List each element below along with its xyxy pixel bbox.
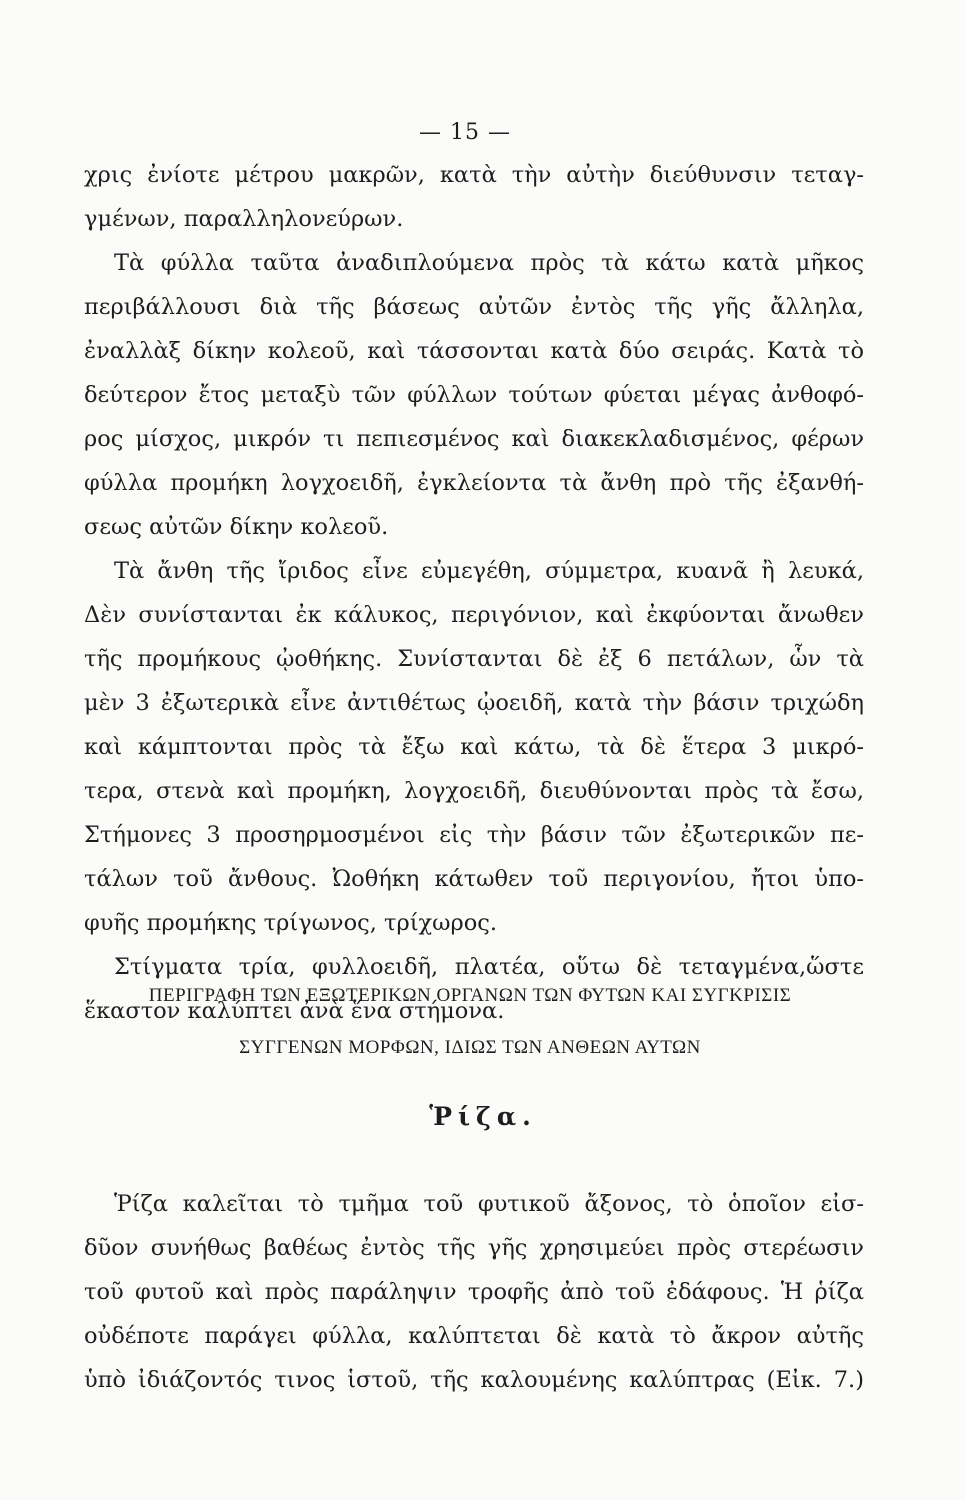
text-line: δῦον συνήθως βαθέως ἐντὸς τῆς γῆς χρησιμεύει πρὸς στερέωσιν [84,1235,864,1261]
section-heading-line-1: ΠΕΡΙΓΡΑΦΗ ΤΩΝ ΕΞΩΤΕΡΙΚΩΝ ΟΡΓΑΝΩΝ ΤΩΝ ΦΥΤΩΝ ΚΑΙ ΣΥΓΚΡΙΣΙΣ [148,985,792,1006]
text-line: Ῥίζα καλεῖται τὸ τμῆμα τοῦ φυτικοῦ ἄξονος, τὸ ὁποῖον εἰσ- [114,1191,864,1217]
text-line: φυῆς προμήκης τρίγωνος, τρίχωρος. [84,910,498,936]
text-line: ρος μίσχος, μικρόν τι πεπιεσμένος καὶ διακεκλαδισμένος, φέρων [84,426,864,452]
text-line: τοῦ φυτοῦ καὶ πρὸς παράληψιν τροφῆς ἀπὸ τοῦ ἐδάφους. Ἡ ῥίζα [84,1279,864,1305]
text-line: Στήμονες 3 προσηρμοσμένοι εἰς τὴν βάσιν τῶν ἐξωτερικῶν πε- [84,822,864,848]
text-line: δεύτερον ἔτος μεταξὺ τῶν φύλλων τούτων φύεται μέγας ἀνθοφό- [84,382,864,408]
text-line: μὲν 3 ἐξωτερικὰ εἶνε ἀντιθέτως ᾠοειδῆ, κατὰ τὴν βάσιν τριχώδη [84,690,864,716]
text-line: σεως αὐτῶν δίκην κολεοῦ. [84,514,389,540]
text-line: Δὲν συνίστανται ἐκ κάλυκος, περιγόνιον, καὶ ἐκφύονται ἄνωθεν [84,602,864,628]
text-line: ἕκαστον καλύπτει ἀνὰ ἕνα στήμονα. [84,998,505,1024]
section-heading-line-2: ΣΥΓΓΕΝΩΝ ΜΟΡΦΩΝ, ΙΔΙΩΣ ΤΩΝ ΑΝΘΕΩΝ ΑΥΤΩΝ [239,1037,701,1058]
text-line: τάλων τοῦ ἄνθους. Ὠοθήκη κάτωθεν τοῦ περιγονίου, ἤτοι ὑπο- [84,866,864,892]
text-line: Τὰ φύλλα ταῦτα ἀναδιπλούμενα πρὸς τὰ κάτω κατὰ μῆκος [114,250,864,276]
text-line: καὶ κάμπτονται πρὸς τὰ ἔξω καὶ κάτω, τὰ δὲ ἕτερα 3 μικρό- [84,734,864,760]
text-line: τῆς προμήκους ᾠοθήκης. Συνίστανται δὲ ἐξ 6 πετάλων, ὧν τὰ [84,646,864,672]
body-section-iris [84,153,864,1033]
text-line: χρις ἐνίοτε μέτρου μακρῶν, κατὰ τὴν αὐτὴν διεύθυνσιν τεταγ- [84,162,864,188]
text-line: τερα, στενὰ καὶ προμήκη, λογχοειδῆ, διευθύνονται πρὸς τὰ ἔσω, [84,778,864,804]
text-line: περιβάλλουσι διὰ τῆς βάσεως αὐτῶν ἐντὸς τῆς γῆς ἄλληλα, [84,294,864,320]
text-line: Στίγματα τρία, φυλλοειδῆ, πλατέα, οὕτω δὲ τεταγμένα,ὥστε [114,954,864,980]
text-line: γμένων, παραλληλονεύρων. [84,206,404,232]
text-line: οὐδέποτε παράγει φύλλα, καλύπτεται δὲ κατὰ τὸ ἄκρον αὐτῆς [84,1323,864,1349]
text-line: Τὰ ἄνθη τῆς ἴριδος εἶνε εὐμεγέθη, σύμμετρα, κυανᾶ ἢ λευκά, [114,558,864,584]
text-line: ὑπὸ ἰδιάζοντός τινος ἱστοῦ, τῆς καλουμένης καλύπτρας (Εἰκ. 7.) [84,1367,864,1393]
body-section-root [84,1182,864,1402]
page-number: — 15 — [419,120,511,145]
subsection-title: Ῥίζα. [429,1102,537,1131]
text-line: φύλλα προμήκη λογχοειδῆ, ἐγκλείοντα τὰ ἄνθη πρὸ τῆς ἐξανθή- [84,470,864,496]
text-line: ἐναλλὰξ δίκην κολεοῦ, καὶ τάσσονται κατὰ δύο σειράς. Κατὰ τὸ [84,338,864,364]
